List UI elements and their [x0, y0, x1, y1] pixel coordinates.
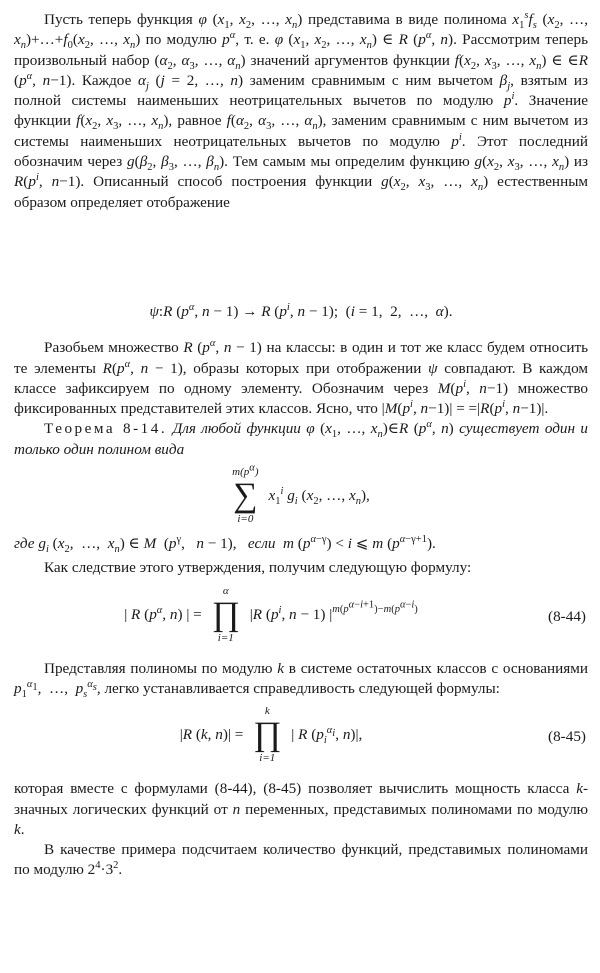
equation-8-44-text: | R ($p^\alpha$, n) | = α ∏ i=1 |R ($p^i$, n − 1) $|^{m(p^{\alpha-i+1})-m(p^{\alpha-i})}$	[124, 584, 418, 644]
paragraph-7	[14, 840, 588, 881]
equation-8-45-text: |R (k, n)| = k ∏ i=1 | R ($p_i^{\alpha_i}$, n)|,	[179, 705, 363, 765]
equation-8-45-number: (8-45)	[548, 728, 586, 746]
theorem-text: Для любой функции φ ($x_1$, …, $x_n)\in R$ ($p^\alpha$, n) существует один и только один полином вида	[14, 419, 589, 458]
paragraph-4	[14, 558, 588, 578]
equation-8-45	[14, 705, 588, 765]
equation-psi-text: ψ:R ($p^\alpha$, n − 1) → R ($p^i$, n − 1); (i = 1, 2, …, α).	[149, 301, 453, 320]
paragraph-7-text: В качестве примера подсчитаем количество функций, представимых полиномами по модулю $2^4\cdot 3^2$.	[14, 841, 588, 879]
paragraph-3	[14, 534, 588, 554]
equation-sum-text: $m(p^\alpha)$ ∑ i=0 $x_1^i$ $g_i$ ($x_2$, …, $x_n$),	[232, 462, 370, 526]
theorem-label: Теорема 8-14.	[44, 420, 168, 438]
paragraph-2-text: Разобьем множество R ($p^\alpha$, n − 1) на классы: в один и тот же класс будем относить те элементы $R(p^\alpha$, n − 1), образы которых при отображении ψ совпадают. В каждом классе зафиксируем по одному элементу. Обозначим через $M(p^i$, n−1) множество фиксированных представителей этих классов. Ясно, что $|M(p^i$, $n-1)| = =|R(p^i$, n−1)|.	[14, 338, 589, 418]
paragraph-3-text: где $g_i$ ($x_2$, …, $x_n$) ∈ M ($p^\gamma$, n − 1), если m $(p^{\alpha-\gamma}) < i$ ⩽ m $(p^{\alpha-\gamma+1})$.	[14, 534, 436, 556]
theorem-8-14	[14, 419, 588, 460]
paragraph-5-text: Представляя полиномы по модулю k в системе остаточных классов с основаниями $p_1^{\alpha_1}$, …, $p_s^{\alpha_s}$, легко устанавливается справедливость следующей формулы:	[14, 659, 588, 700]
paragraph-2	[14, 338, 588, 419]
paragraph-6-text: которая вместе с формулами (8-44), (8-45) позволяет вычислить мощность класса k-значных логических функций от n переменных, представимых полиномами по модулю k.	[14, 780, 588, 838]
product-operator-2: k ∏ i=1	[253, 705, 282, 765]
equation-8-44	[14, 585, 588, 645]
equation-8-44-number: (8-44)	[548, 607, 586, 625]
equation-psi	[14, 302, 588, 322]
paragraph-1-text: Пусть теперь функция φ ($x_1$, $x_2$, …, $x_n$) представима в виде полинома $x_1^sf_s$ ($x_2$, …, $x_n)+\dots+f_0(x_2$, …, $x_n$) по модулю $p^\alpha$, т. е. φ ($x_1$, $x_2$, …, $x_n$) ∈ R ($p^\alpha$, n). Рассмотрим теперь произвольный набор ($\alpha_2$, $\alpha_3$, …, $\alpha_n$) значений аргументов функции $f(x_2$, $x_3$, …, $x_n$) ∈ ∈R ($p^\alpha$, n−1). Каждое $\alpha_j$ (j = 2, …, n) заменим сравнимым с ним вычетом $\beta_j$, взятым из полной системы наименьших неотрицательных вычетов по модулю $p^i$. Значение функции $f(x_2$, $x_3$, …, $x_n$), равное $f(\alpha_2$, $\alpha_3$, …, $\alpha_n$), заменим сравнимым с ним вычетом из системы наименьших неотрицательных вычетов по модулю $p^i$. Этот последний обозначим через $g(\beta_2$, $\beta_3$, …, $\beta_n$). Тем самым мы определим функцию $g(x_2$, $x_3$, …, $x_n$) из $R(p^i$, n−1). Описанный способ построения функции $g(x_2$, $x_3$, …, $x_n$) естественным образом определяет отображение	[14, 9, 589, 211]
sum-operator: $m(p^\alpha)$ ∑ i=0	[232, 462, 259, 526]
product-operator-1: α ∏ i=1	[211, 584, 240, 644]
paragraph-4-text: Как следствие этого утверждения, получим следующую формулу:	[44, 559, 472, 577]
paragraph-6	[14, 779, 588, 840]
paragraph-5	[14, 659, 588, 700]
paragraph-1	[14, 10, 588, 294]
equation-sum	[14, 462, 588, 526]
